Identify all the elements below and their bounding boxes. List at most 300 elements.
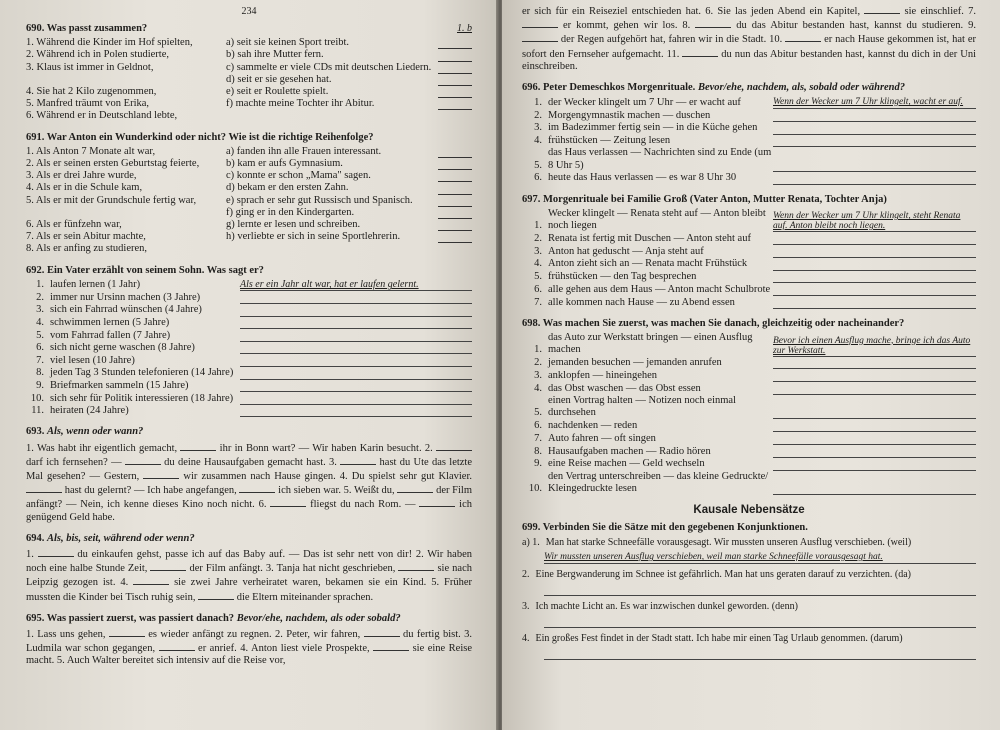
exercise-691 [26,132,472,256]
item-text: Briefmarken sammeln (15 Jahre) [50,379,189,391]
text-segment: der Film anfängt? — Nein, ich kenne dieses Kino noch nicht. 6. [26,485,473,511]
item-number: 9. [36,379,44,391]
text-segment: der Regen aufgehört hat, fahren wir in die Stadt. 10. [558,34,786,46]
match-item [26,110,226,122]
match-item-text: 3. Klaus ist immer in Geldnot, [26,61,154,73]
answer-blank[interactable] [438,75,472,86]
answer-blank[interactable] [438,51,472,62]
item-number: 2. [534,232,542,244]
item-text: Ein großes Fest findet in der Stadt statt. Ich habe mir einen Tag Urlaub genommen. (darum) [535,633,903,644]
exercise-698 [522,318,976,495]
answer-line[interactable] [240,317,472,329]
item-number: 3. [534,122,542,134]
list-item [522,283,976,296]
exercise-694-number: 694. [26,532,47,544]
item-text: sich sehr für Politik interessieren (18 Jahre) [50,392,234,404]
text-segment: er anrief. 4. Anton liest viele Prospekte, [194,643,374,655]
item-text: Auto fahren — oft singen [548,432,656,444]
text-segment: sie einschlief. 7. [900,6,976,17]
answer-line[interactable] [773,407,976,419]
list-item [26,304,472,317]
item-text: schwimmen lernen (5 Jahre) [50,317,170,328]
item-number: 5. [36,329,44,341]
item-number: 6. [534,420,542,431]
answer-line[interactable] [240,330,472,342]
exercise-696-title [522,82,976,94]
answer-line[interactable] [773,446,976,458]
match-item [26,207,226,219]
answer-line[interactable] [773,110,976,122]
item-number: 4. [534,258,542,270]
item-text: den Vertrag unterschreiben — das kleine Gedruckte/ Kleingedruckte lesen [548,470,769,494]
match-item-text: 8. Als er anfing zu studieren, [26,243,148,255]
fill-in-blank[interactable] [522,32,558,42]
answer-line[interactable] [773,420,976,432]
list-item [522,332,976,356]
fill-in-blank[interactable] [340,455,376,465]
exercise-690 [26,23,472,123]
list-item [522,208,976,232]
list-item [522,395,976,419]
list-item [26,342,472,355]
match-item [226,158,472,170]
item-number: a) 1. [522,537,540,548]
text-segment: ihr in Bonn wart? — Wir haben Karin besucht. 2. [216,442,436,454]
text-segment: es wieder anfängt zu regnen. 2. Peter, wir fahren, [144,629,364,640]
item-text: das Obst waschen — das Obst essen [548,382,701,394]
item-text: das Haus verlassen — Nachrichten sind zu Ende (um 8 Uhr 5) [548,147,772,171]
answer-line[interactable] [773,357,976,369]
answer-line[interactable] [773,135,976,147]
exercise-691-left-column [26,146,226,256]
match-item-text: b) sah ihre Mutter fern. [226,49,324,61]
text-segment: er kommt, gehen wir los. 8. [558,20,696,32]
answer-line[interactable] [773,433,976,445]
item-number: 6. [534,172,542,184]
fill-in-blank[interactable] [26,483,62,493]
fill-in-blank[interactable] [150,561,186,571]
answer-blank[interactable] [438,159,472,170]
list-item [522,258,976,271]
item-text: Morgengymnastik machen — duschen [548,109,711,121]
item-text: nachdenken — reden [548,420,638,431]
item-text: Anton hat geduscht — Anja steht auf [548,245,704,257]
answer-line[interactable] [240,342,472,354]
match-item [26,62,226,74]
text-segment: hast du Ute das letzte Mal gesehen? — Gestern, [26,456,473,482]
exercise-693-title [26,426,472,438]
answer-blank[interactable] [438,87,472,98]
item-number: 3. [36,304,44,316]
match-item [26,74,226,86]
list-item [26,367,472,380]
answer-line[interactable] [544,615,976,628]
list-item [522,96,976,109]
list-item [522,632,976,645]
answer-line[interactable] [544,647,976,660]
match-item [26,219,226,231]
text-segment: die Eltern miteinander sprachen. [234,591,374,603]
match-item-text: 3. Als er drei Jahre wurde, [26,170,137,182]
answer-line[interactable] [773,370,976,382]
item-text: immer nur Ursinn machen (3 Jahre) [50,291,201,303]
match-item [226,62,472,74]
answer-blank[interactable] [438,38,472,49]
exercise-694-title [26,533,472,545]
text-segment: 1. Was habt ihr eigentlich gemacht, [26,442,181,454]
text-segment: ich sieben war. 5. Weißt du, [275,485,398,497]
answer-blank[interactable] [438,171,472,182]
answer-blank[interactable] [438,220,472,231]
fill-in-blank[interactable] [522,18,558,28]
answer-line[interactable] [773,160,976,172]
exercise-693-number: 693. [26,426,47,438]
match-item [226,231,472,243]
text-segment: darf ich fernsehen? — [26,456,125,468]
exercise-694-text [26,547,472,604]
item-number: 2. [534,357,542,369]
item-number: 8. [36,367,44,379]
text-segment: 1. [26,548,38,560]
match-item-text: 7. Als er sein Abitur machte, [26,231,146,243]
list-item [522,109,976,122]
exercise-693 [26,426,472,523]
exercise-697-title: 697. Morgenrituale bei Familie Groß (Vater Anton, Mutter Renata, Tochter Anja) [522,193,887,205]
answer-line[interactable] [773,297,976,309]
item-text: jemanden besuchen — jemanden anrufen [548,357,722,369]
answer-line[interactable] [773,173,976,185]
item-text: anklopfen — hineingehen [548,370,658,381]
exercise-695-title [26,613,472,625]
text-segment: 1. Lass uns gehen, [26,629,109,640]
match-item [26,158,226,170]
fill-in-blank[interactable] [125,455,161,465]
list-item [522,147,976,171]
item-text: vom Fahrrad fallen (7 Jahre) [50,329,171,341]
item-text: frühstücken — Zeitung lesen [548,135,671,147]
item-text: Ich machte Licht an. Es war inzwischen dunkel geworden. (denn) [535,601,798,612]
list-item [522,536,976,549]
item-number: 6. [534,284,542,295]
answer-blank[interactable] [438,147,472,158]
item-text: sich ein Fahrrad wünschen (4 Jahre) [50,304,202,316]
item-number: 5. [534,159,542,171]
item-text: einen Vortrag halten — Notizen noch einmal durchsehen [548,395,736,419]
match-item [26,146,226,158]
match-item [226,219,472,231]
list-item [522,357,976,370]
item-number: 1. [36,279,44,291]
fill-in-blank[interactable] [109,627,145,637]
list-item [26,380,472,393]
answer-blank[interactable] [438,99,472,110]
item-number: 2. [522,569,530,580]
fill-in-blank[interactable] [373,641,409,651]
fill-in-blank[interactable] [270,497,306,507]
match-item [26,182,226,194]
exercise-693-task: Als, wenn oder wann? [47,426,144,438]
match-item-text: 2. Während ich in Polen studierte, [26,49,169,61]
exercise-692-title: 692. Ein Vater erzählt von seinem Sohn. Was sagt er? [26,264,264,276]
item-number: 10. [528,482,542,494]
match-item [26,86,226,98]
item-number: 5. [534,271,542,283]
answer-blank[interactable] [438,63,472,74]
exercise-691-right-column [226,146,472,256]
fill-in-blank[interactable] [398,561,434,571]
exercise-690-key: 1. b [457,23,472,34]
exercise-692-list [26,279,472,418]
fill-in-blank[interactable] [785,32,821,42]
exercise-690-title: 690. Was passt zusammen? [26,23,148,34]
answer-line[interactable] [773,123,976,135]
item-number: 2. [36,291,44,303]
exercise-696-list [522,96,976,184]
fill-in-blank[interactable] [239,483,275,493]
item-number: 1. [534,220,542,232]
item-text: Renata ist fertig mit Duschen — Anton steht auf [548,232,751,244]
answer-line[interactable] [773,233,976,245]
answer-line[interactable] [544,583,976,596]
list-item [522,135,976,148]
item-number: 8. [534,445,542,457]
item-number: 4. [534,382,542,394]
answer-line[interactable] [773,383,976,395]
match-item-text: f) machte meine Tochter ihr Abitur. [226,98,375,110]
match-item-text: 4. Sie hat 2 Kilo zugenommen, [26,86,157,97]
exercise-696 [522,82,976,185]
match-item [226,49,472,61]
text-segment: wir zusammen nach Hause gingen. 4. Du spielst sehr gut Klavier. [179,470,472,482]
item-number: 11. [31,405,44,417]
item-number: 5. [534,407,542,419]
answer-line[interactable] [240,355,472,367]
exercise-695-task: Bevor/ehe, nachdem, als oder sobald? [236,612,401,624]
match-item-text: 5. Als er mit der Grundschule fertig war, [26,194,197,206]
match-item-text: 2. Als er seinen ersten Geburtstag feierte, [26,158,200,170]
list-item [522,382,976,395]
text-segment: du deine Hausaufgaben gemacht hast. 3. [160,456,341,468]
item-text: der Wecker klingelt um 7 Uhr — er wacht auf [548,96,741,108]
fill-in-blank[interactable] [198,590,234,600]
answer-line[interactable] [773,284,976,296]
list-item [522,458,976,471]
match-item-text: 1. Als Anton 7 Monate alt war, [26,145,156,157]
item-number: 1. [534,344,542,356]
answer-line[interactable] [240,380,472,392]
item-number: 9. [534,458,542,470]
list-item [522,232,976,245]
answer-line[interactable]: Wenn der Wecker um 7 Uhr klingelt, wacht er auf. [773,97,976,109]
match-item [226,195,472,207]
fill-in-blank[interactable] [695,18,731,28]
exercise-695-text [26,627,472,668]
item-number: 2. [534,109,542,121]
match-item [226,98,472,110]
item-number: 3. [534,370,542,381]
text-segment: er nach Hause gekommen ist, hat er sofort den Fernseher aufgemacht. 11. [522,34,977,60]
left-page [0,0,498,730]
exercise-694-task: Als, bis, seit, während oder wenn? [47,532,195,544]
answer-line[interactable]: Als er ein Jahr alt war, hat er laufen gelernt. [240,279,472,291]
text-segment: du nun das Abitur bestanden hast, kannst du dich in der Uni einschreiben. [522,48,977,72]
match-item-text: 5. Manfred träumt von Erika, [26,98,150,110]
item-text: Wecker klingelt — Renata steht auf — Anton bleibt noch liegen [548,207,766,232]
list-item [26,354,472,367]
page-number: 234 [241,6,257,17]
item-text: sich nicht gerne waschen (8 Jahre) [50,342,195,354]
text-segment: fliegst du nach Rom. — [306,499,420,511]
right-page [502,0,1000,730]
item-text: heiraten (24 Jahre) [50,405,129,417]
exercise-697 [522,194,976,309]
exercise-699-list [522,536,976,660]
list-item [522,245,976,258]
exercise-698-title: 698. Was machen Sie zuerst, was machen Sie danach, gleichzeitig oder nacheinander? [522,318,905,329]
text-segment: du einkaufen gehst, passe ich auf das Baby auf. — Das ist sehr nett von dir! 2. Wir haben noch eine halbe Stunde Zeit, [26,548,473,575]
list-item [26,329,472,342]
match-item-text: g) lernte er lesen und schreiben. [226,219,361,231]
answer-blank[interactable] [438,184,472,195]
fill-in-blank[interactable] [133,575,169,585]
text-segment: ich genügend Geld habe. [26,499,472,523]
text-segment: sie zwei Jahre verheiratet waren, bekamen sie ein Kind. 5. Früher mussten die Kinder bei Tisch ruhig sein, [26,577,472,603]
answer-line[interactable] [240,292,472,304]
answer-line[interactable] [773,483,976,495]
exercise-691-title: 691. War Anton ein Wunderkind oder nicht? Wie ist die richtige Reihenfolge? [26,131,374,143]
answer-line[interactable]: Bevor ich einen Ausflug mache, bringe ich das Auto zur Werkstatt. [773,336,976,357]
match-item [226,182,472,194]
match-item-text: 4. Als er in die Schule kam, [26,182,143,194]
text-segment: sie eine Reise macht. 5. Auch Walter bereitet sich intensiv auf die Reise vor, [26,643,472,667]
match-item-text: 1. Während die Kinder im Hof spielten, [26,37,193,49]
match-item-text: b) kam er aufs Gymnasium. [226,158,343,170]
fill-in-blank[interactable] [364,627,400,637]
list-item [522,600,976,613]
text-segment: hast du gelernt? — Ich habe angefangen, [62,485,240,497]
fill-in-blank[interactable] [436,441,472,451]
answer-blank[interactable] [438,232,472,243]
item-number: 7. [36,354,44,366]
answer-line[interactable] [240,368,472,380]
exercise-690-right-column [226,37,472,122]
answer-blank[interactable] [438,208,472,219]
text-segment: du das Abitur bestanden hast, kannst du studieren. 9. [731,20,976,32]
exercise-692 [26,265,472,418]
answer-line[interactable] [773,459,976,471]
match-item-text: h) verliebte er sich in seine Sportlehrerin. [226,231,401,243]
list-item [26,279,472,292]
answer-line[interactable] [773,271,976,283]
match-item-text: d) bekam er den ersten Zahn. [226,182,349,194]
match-item [226,86,472,98]
list-item [522,369,976,382]
fill-in-blank[interactable] [38,547,74,557]
answer-line[interactable] [240,305,472,317]
exercise-690-left-column [26,37,226,122]
match-item-text: d) seit er sie gesehen hat. [226,73,332,85]
item-text: Anton zieht sich an — Renata macht Frühstück [548,258,748,270]
exercise-699-title: 699. Verbinden Sie die Sätze mit den gegebenen Konjunktionen. [522,522,808,533]
match-item [26,243,226,255]
answer-blank[interactable] [438,196,472,207]
list-item [26,291,472,304]
item-text: Eine Bergwanderung im Schnee ist gefährlich. Man hat uns geraten darauf zu verzichten. (da) [535,569,912,580]
match-item-text: 6. Als er fünfzehn war, [26,219,122,231]
item-text: das Auto zur Werkstatt bringen — einen Ausflug machen [548,332,753,356]
fill-in-blank[interactable] [682,47,718,57]
fill-in-blank[interactable] [419,497,455,507]
item-number: 7. [534,296,542,308]
list-item [522,419,976,432]
match-item-text: e) sprach er sehr gut Russisch und Spanisch. [226,194,413,206]
item-text: im Badezimmer fertig sein — in die Küche gehen [548,122,758,134]
answer-line[interactable] [240,405,472,417]
item-text: eine Reise machen — Geld wechseln [548,458,705,470]
list-item [522,296,976,309]
item-number: 3. [534,245,542,257]
item-text: Hausaufgaben machen — Radio hören [548,445,711,457]
item-text: Man hat starke Schneefälle vorausgesagt. Wir mussten unseren Ausflug verschieben. (weil) [545,537,912,548]
item-text: viel lesen (10 Jahre) [50,354,135,366]
item-number: 4. [36,317,44,328]
answer-line[interactable] [773,246,976,258]
match-item [226,74,472,86]
match-item [226,146,472,158]
fill-in-blank[interactable] [159,641,195,651]
list-item [522,471,976,495]
text-segment: du fertig bist. 3. Ludmila war schon gegangen, [26,629,472,655]
exercise-695-number: 695. Was passiert zuerst, was passiert danach? [26,612,237,624]
match-item [26,231,226,243]
answer-line[interactable]: Wir mussten unseren Ausflug verschieben, weil man starke Schneefälle vorausgesagt hat. [544,551,976,564]
item-number: 7. [534,432,542,444]
item-text: alle kommen nach Hause — zu Abend essen [548,296,735,308]
match-item [26,49,226,61]
item-number: 4. [534,135,542,147]
answer-line[interactable]: Wenn der Wecker um 7 Uhr klingelt, steht Renata auf. Anton bleibt noch liegen. [773,211,976,232]
match-item [26,195,226,207]
item-text: frühstücken — den Tag besprechen [548,271,697,283]
list-item [522,271,976,284]
list-item [522,432,976,445]
exercise-696-number: 696. Peter Demeschkos Morgenrituale. [522,82,698,94]
list-item [522,445,976,458]
text-segment: sie nach Leipzig gezogen ist. 4. [26,563,472,589]
exercise-693-text [26,441,472,524]
exercise-699 [522,522,976,660]
match-item-text: c) sammelte er viele CDs mit deutschen Liedern. [226,61,432,73]
match-item-text: e) seit er Roulette spielt. [226,86,329,98]
item-text: jeden Tag 3 Stunden telefonieren (14 Jahre) [50,367,234,379]
answer-line[interactable] [773,259,976,271]
item-number: 4. [522,633,530,644]
match-item-text: c) konnte er schon „Mama" sagen. [226,170,371,182]
match-item-text: f) ging er in den Kindergarten. [226,206,355,218]
match-item-text: 6. Während er in Deutschland lebte, [26,110,178,122]
fill-in-blank[interactable] [864,4,900,14]
fill-in-blank[interactable] [180,441,216,451]
exercise-698-list [522,332,976,495]
fill-in-blank[interactable] [143,469,179,479]
match-item [26,170,226,182]
item-number: 3. [522,601,530,612]
answer-line[interactable] [240,393,472,405]
match-item [226,170,472,182]
text-segment: er sich für ein Reiseziel entschieden hat. 6. Sie las jeden Abend ein Kapitel, [522,6,865,17]
fill-in-blank[interactable] [397,483,433,493]
match-item [26,37,226,49]
